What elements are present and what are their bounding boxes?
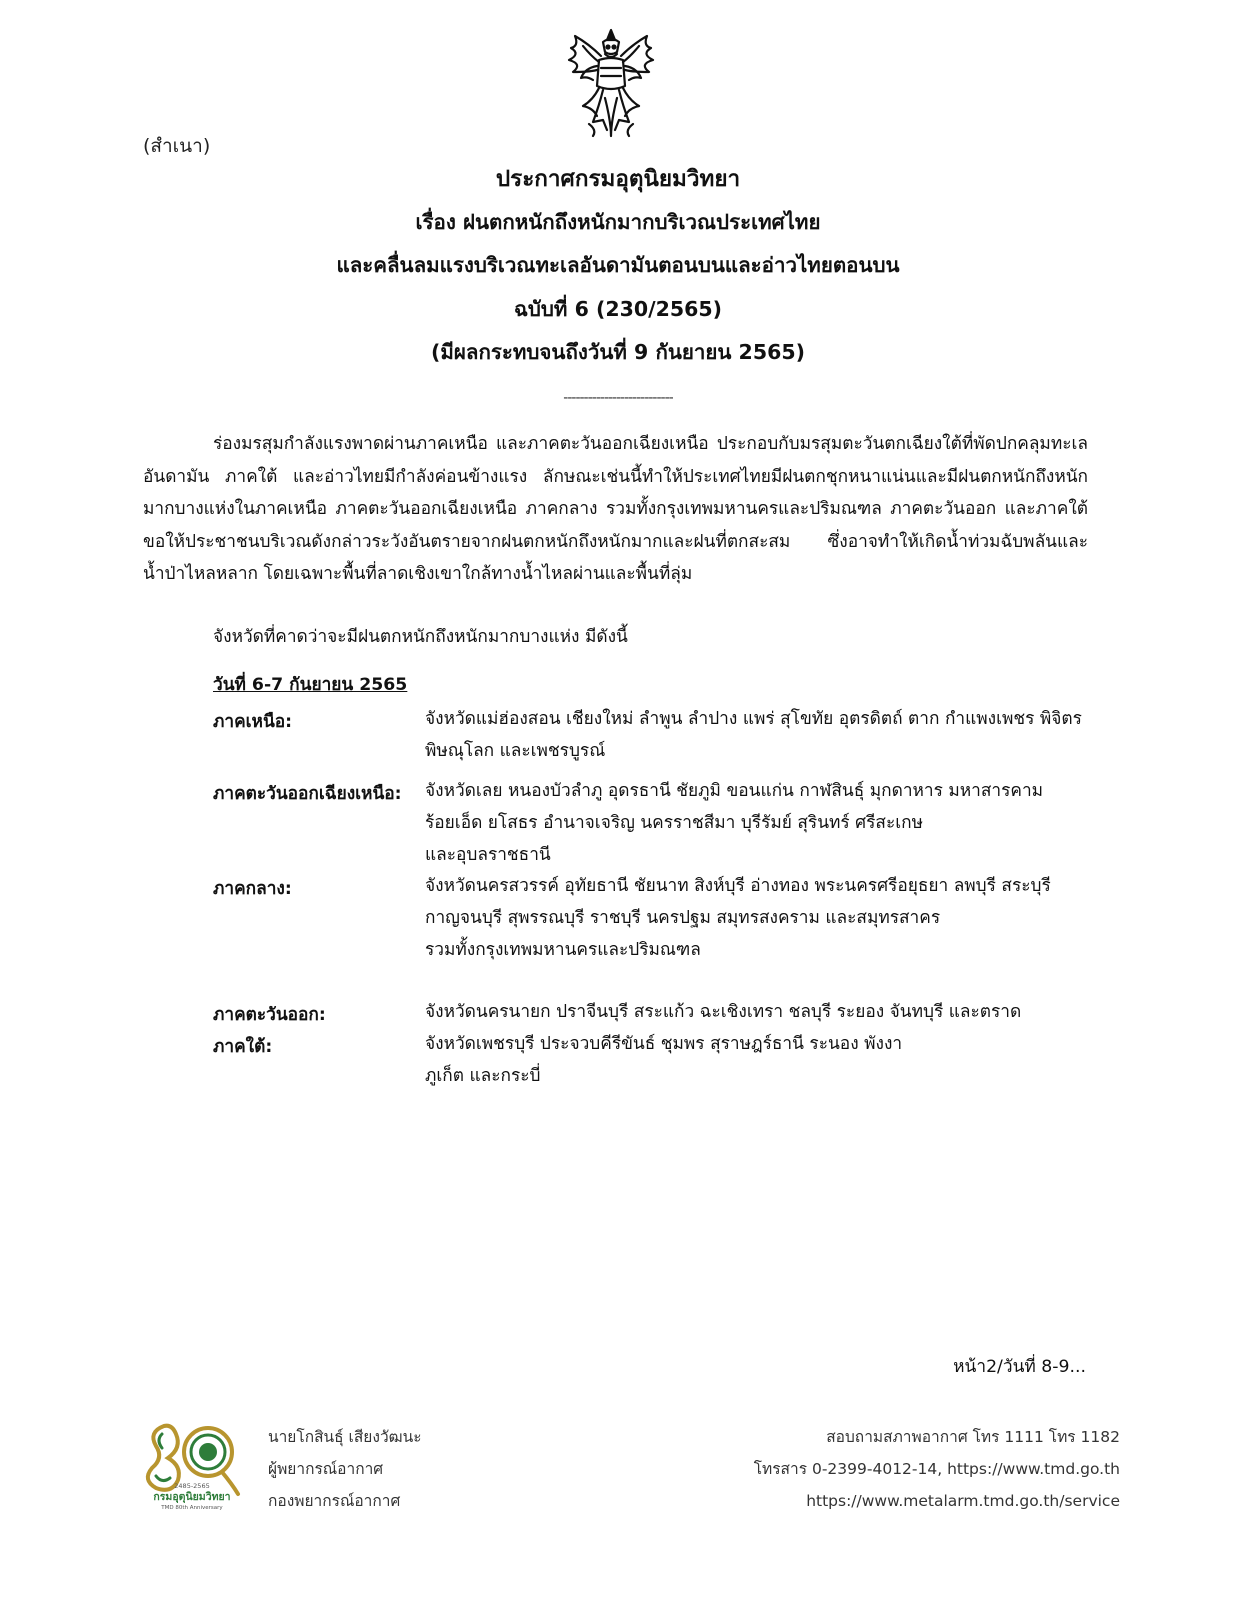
region-line: จังหวัดนครสวรรค์ อุทัยธานี ชัยนาท สิงห์บุรี อ่างทอง พระนครศรีอยุธยา ลพบุรี สระบุรี (425, 876, 1051, 896)
announcement-titles (0, 168, 1236, 386)
contact-service-url: https://www.metalarm.tmd.go.th/service (806, 1492, 1120, 1510)
region-line: พิษณุโลก และเพชรบูรณ์ (425, 741, 606, 761)
region-provinces-east (425, 996, 1095, 1028)
garuda-emblem-icon (553, 26, 669, 142)
copy-mark: (สำเนา) (143, 135, 211, 157)
body-paragraph-text: ร่องมรสุมกำลังแรงพาดผ่านภาคเหนือ และภาคตะวันออกเฉียงเหนือ ประกอบกับมรสุมตะวันตกเฉียงใต้ที่พัดปกคลุมทะเลอันดามัน ภาคใต้ และอ่าวไทยมีกำลังค่อนข้างแรง ลักษณะเช่นนี้ทำให้ประเทศไทยมีฝนตกชุกหนาแน่นและมีฝนตกหนักถึงหนักมากบางแห่งในภาคเหนือ ภาคตะวันออกเฉียงเหนือ ภาคกลาง รวมทั้งกรุงเทพมหานครและปริมณฑล ภาคตะวันออก และภาคใต้ ขอให้ประชาชนบริเวณดังกล่าวระวังอันตรายจากฝนตกหนักถึงหนักมากและฝนที่ตกสะสม ซึ่งอาจทำให้เกิดน้ำท่วมฉับพลันและน้ำป่าไหลหลาก โดยเฉพาะพื้นที่ลาดเชิงเขาใกล้ทางน้ำไหลผ่านและพื้นที่ลุ่ม (143, 434, 1088, 584)
signer-name: นายโกสินธุ์ เสียงวัฒนะ (268, 1428, 422, 1446)
signer-division: กองพยากรณ์อากาศ (268, 1492, 401, 1510)
body-paragraph (143, 428, 1088, 591)
announcement-effective-date: (มีผลกระทบจนถึงวันที่ 9 กันยายน 2565) (431, 340, 805, 364)
date-heading: วันที่ 6-7 กันยายน 2565 (213, 675, 408, 695)
region-provinces-south (425, 1028, 1095, 1092)
logo-text: กรมอุตุนิยมวิทยา (153, 1491, 231, 1503)
region-provinces-north (425, 703, 1095, 767)
contact-block (754, 1421, 1120, 1517)
region-line: จังหวัดเลย หนองบัวลำภู อุดรธานี ชัยภูมิ ขอนแก่น กาฬสินธุ์ มุกดาหาร มหาสารคาม (425, 781, 1044, 801)
signer-title: ผู้พยากรณ์อากาศ (268, 1460, 384, 1478)
tmd-80th-anniversary-logo-icon (142, 1418, 242, 1512)
page-continuation: หน้า2/วันที่ 8-9... (953, 1357, 1086, 1377)
region-line: กาญจนบุรี สุพรรณบุรี ราชบุรี นครปฐม สมุทรสงคราม และสมุทรสาคร (425, 908, 941, 928)
region-label-south: ภาคใต้: (213, 1037, 273, 1057)
region-line: และอุบลราชธานี (425, 845, 551, 865)
signer-block (268, 1421, 422, 1517)
region-label-central: ภาคกลาง: (213, 879, 292, 899)
announcement-issue-number: ฉบับที่ 6 (230/2565) (513, 296, 723, 321)
announcement-subject: เรื่อง ฝนตกหนักถึงหนักมากบริเวณประเทศไทย (415, 209, 821, 234)
region-label-north: ภาคเหนือ: (213, 712, 293, 732)
region-line: ร้อยเอ็ด ยโสธร อำนาจเจริญ นครราชสีมา บุรีรัมย์ สุรินทร์ ศรีสะเกษ (425, 813, 924, 833)
region-provinces-northeast (425, 775, 1095, 871)
region-line: รวมทั้งกรุงเทพมหานครและปริมณฑล (425, 940, 701, 960)
region-line: จังหวัดแม่ฮ่องสอน เชียงใหม่ ลำพูน ลำปาง แพร่ สุโขทัย อุตรดิตถ์ ตาก กำแพงเพชร พิจิตร (425, 709, 1082, 729)
logo-subtitle: TMD 80th Anniversary (161, 1505, 223, 1511)
region-label-northeast: ภาคตะวันออกเฉียงเหนือ: (213, 784, 402, 804)
logo-years: 2485-2565 (174, 1482, 210, 1490)
announcement-title: ประกาศกรมอุตุนิยมวิทยา (495, 166, 741, 192)
region-line: จังหวัดเพชรบุรี ประจวบคีรีขันธ์ ชุมพร สุราษฎร์ธานี ระนอง พังงา (425, 1034, 903, 1054)
region-line: ภูเก็ต และกระบี่ (425, 1066, 541, 1086)
contact-phone: สอบถามสภาพอากาศ โทร 1111 โทร 1182 (826, 1428, 1120, 1446)
region-line: จังหวัดนครนายก ปราจีนบุรี สระแก้ว ฉะเชิงเทรา ชลบุรี ระยอง จันทบุรี และตราด (425, 1002, 1022, 1022)
title-divider: --------------------------- (563, 390, 673, 406)
region-provinces-central (425, 870, 1095, 966)
contact-fax-website: โทรสาร 0-2399-4012-14, https://www.tmd.go.th (753, 1460, 1120, 1478)
provinces-intro: จังหวัดที่คาดว่าจะมีฝนตกหนักถึงหนักมากบางแห่ง มีดังนี้ (213, 627, 628, 647)
announcement-subject-continued: และคลื่นลมแรงบริเวณทะเลอันดามันตอนบนและอ่าวไทยตอนบน (336, 253, 900, 277)
region-label-east: ภาคตะวันออก: (213, 1005, 326, 1025)
